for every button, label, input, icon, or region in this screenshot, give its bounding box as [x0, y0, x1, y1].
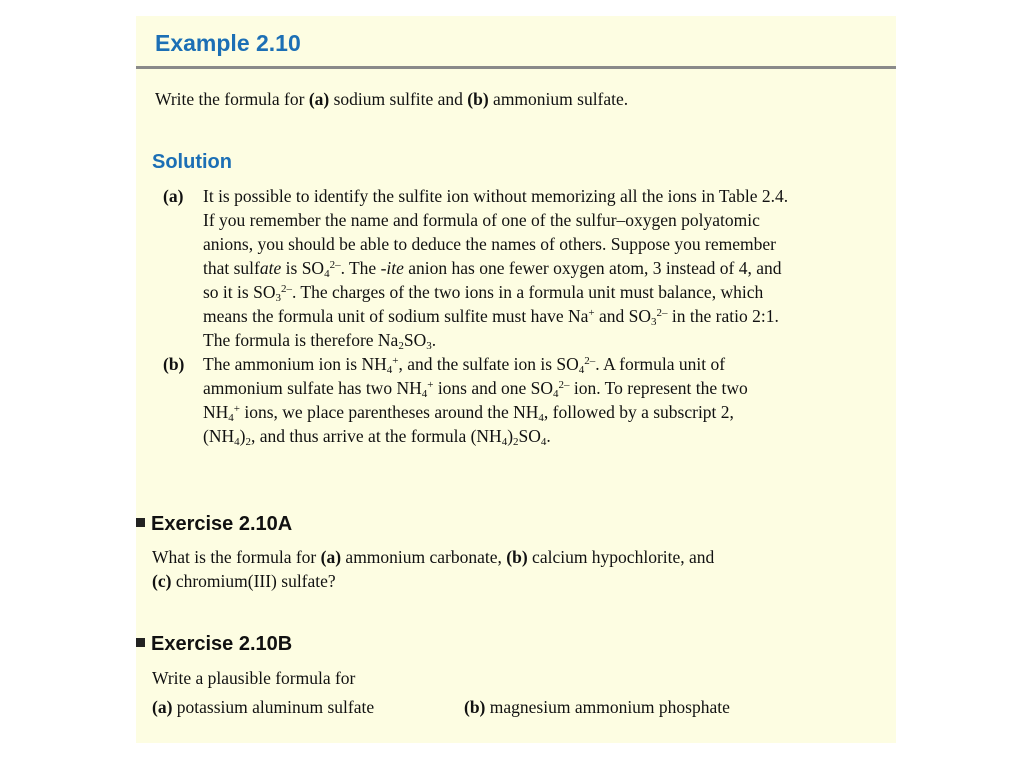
example-title: Example 2.10	[155, 30, 301, 56]
prompt-post: ammonium sulfate.	[493, 89, 629, 109]
exercise-a-a-label: (a)	[320, 547, 342, 567]
example-prompt	[155, 87, 628, 111]
exercise-b-b-text: magnesium ammonium phosphate	[489, 697, 730, 717]
part-a-label: (a)	[163, 186, 184, 206]
prompt-a-label: (a)	[308, 89, 330, 109]
exercise-a-heading	[136, 513, 292, 536]
exercise-b-part-a	[152, 695, 374, 719]
exercise-a-pre: What is the formula for	[152, 547, 317, 567]
exercise-a-a-text: ammonium carbonate,	[345, 547, 502, 567]
solution-heading: Solution	[152, 151, 232, 173]
exercise-b-b-label: (b)	[464, 697, 486, 717]
square-bullet-icon	[136, 638, 145, 647]
exercise-b-title: Exercise 2.10B	[151, 633, 293, 655]
exercise-b-text: Write a plausible formula for	[152, 668, 356, 688]
exercise-a-b-label: (b)	[506, 547, 528, 567]
part-b-text: The ammonium ion is $NH_4^+$, and the sulfate ion is $SO_4^{2-}$. A formula unit of ammonium sulfate has two $NH_4^+$ ions and one $SO_4^{2-}$ ion. To represent the two $NH_4^+$ ions, we place parentheses around the $NH_4$, followed by a subscript 2, $(NH_4)_2$, and thus arrive at the formula $(NH_4)_2SO_4$.	[203, 354, 748, 448]
exercise-a-title: Exercise 2.10A	[151, 513, 293, 535]
exercise-b-heading	[136, 633, 292, 656]
exercise-a-c-label: (c)	[152, 571, 172, 591]
square-bullet-icon	[136, 518, 145, 527]
prompt-mid: sodium sulfite and	[333, 89, 463, 109]
exercise-b-a-text: potassium aluminum sulfate	[176, 697, 375, 717]
prompt-b-label: (b)	[467, 89, 489, 109]
part-b-label: (b)	[163, 354, 185, 374]
exercise-a-c-text: chromium(III) sulfate?	[175, 571, 336, 591]
part-a-text: It is possible to identify the sulfite ion without memorizing all the ions in Table 2.4. If you remember the name and formula of one of the sulfur–oxygen polyatomic anions, you should be able to deduce the names of others. Suppose you remember that sulfate is $SO_4^{2-}$. The -ite anion has one fewer oxygen atom, 3 instead of 4, and so it is $SO_3^{2-}$. The charges of the two ions in a formula unit must balance, which means the formula unit of sodium sulfite must have Na+ and $SO_3^{2-}$ in the ratio 2:1. The formula is therefore $Na_2SO_3$.	[203, 186, 789, 352]
exercise-b-part-b	[464, 695, 730, 719]
exercise-a-b-text: calcium hypochlorite, and	[532, 547, 715, 567]
exercise-a-text	[152, 545, 714, 593]
exercise-b-a-label: (a)	[152, 697, 173, 717]
prompt-pre: Write the formula for	[155, 89, 305, 109]
title-divider	[136, 66, 896, 69]
